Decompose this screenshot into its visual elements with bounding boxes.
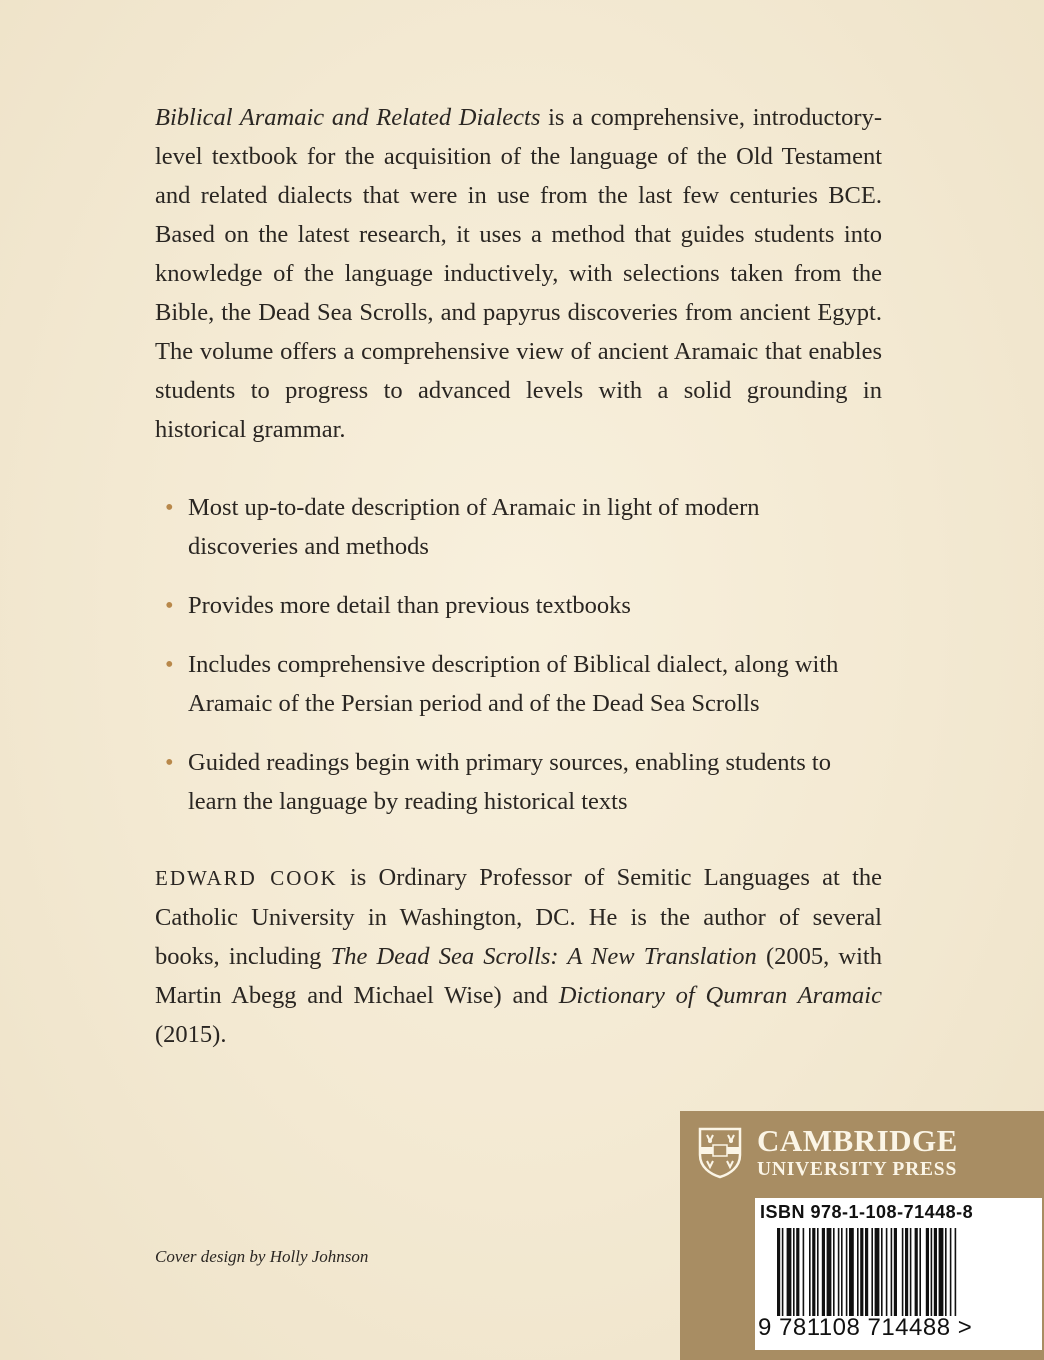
bio-text: is Ordinary Professor of Semitic Languages at the Catholic University in Washington, DC. He is the author of several books, including <box>155 864 882 970</box>
book-title: Dictionary of Qumran Aramaic <box>558 982 882 1009</box>
list-item <box>165 488 865 566</box>
isbn-label: ISBN 978-1-108-71448-8 <box>760 1202 974 1222</box>
blurb-text: is a comprehensive, introductory-level textbook for the acquisition of the language of the Old Testament and related dialects that were in use from the last few centuries BCE. Based on the latest research, it uses a method that guides students into knowledge of the language inductively, with selections taken from the Bible, the Dead Sea Scrolls, and papyrus discoveries from ancient Egypt. The volume offers a comprehensive view of ancient Aramaic that enables students to progress to advanced levels with a solid grounding in historical grammar. <box>155 104 882 443</box>
list-item <box>165 586 865 625</box>
publisher-line1: CAMBRIDGE <box>757 1123 958 1158</box>
bio-text: (2015). <box>155 1021 227 1048</box>
bullet-icon: • <box>165 494 174 521</box>
bullet-icon: • <box>165 592 174 619</box>
book-title: The Dead Sea Scrolls: A New Translation <box>330 943 757 970</box>
blurb-paragraph <box>155 98 882 449</box>
bio-text: (2005, with Martin Abegg and Michael Wise) and <box>155 943 882 1009</box>
book-title: Biblical Aramaic and Related Dialects <box>155 104 541 131</box>
bullet-icon: • <box>165 749 174 776</box>
list-item <box>165 645 865 723</box>
list-item-text: Includes comprehensive description of Biblical dialect, along with Aramaic of the Persian period and of the Dead Sea Scrolls <box>188 651 839 717</box>
ean-digits: 9 781108 714488 > <box>758 1314 973 1341</box>
publisher-line2: UNIVERSITY PRESS <box>757 1159 958 1180</box>
feature-list <box>165 488 865 841</box>
author-name: EDWARD COOK <box>155 866 338 890</box>
publisher-name <box>757 1124 958 1182</box>
list-item-text: Provides more detail than previous textbooks <box>188 592 631 619</box>
author-bio <box>155 858 882 1054</box>
cover-credit: Cover design by Holly Johnson <box>155 1247 369 1266</box>
publisher-panel <box>680 1111 1044 1360</box>
list-item-text: Most up-to-date description of Aramaic in light of modern discoveries and methods <box>188 494 760 560</box>
barcode-box <box>755 1198 1042 1350</box>
cambridge-shield-icon <box>698 1127 742 1179</box>
list-item <box>165 743 865 821</box>
list-item-text: Guided readings begin with primary sources, enabling students to learn the language by reading historical texts <box>188 749 831 815</box>
bullet-icon: • <box>165 651 174 678</box>
barcode-icon <box>777 1228 1027 1316</box>
